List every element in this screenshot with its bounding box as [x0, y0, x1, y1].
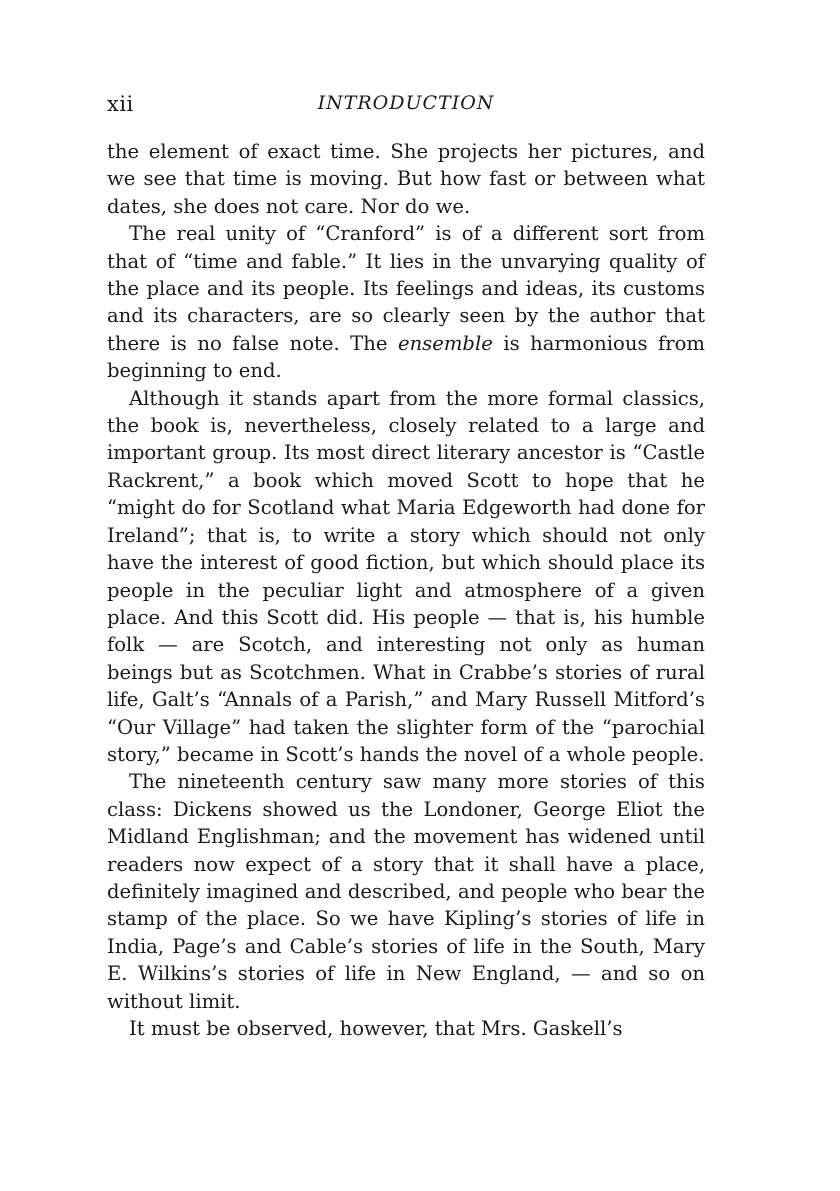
paragraph-final-line: It must be observed, however, that Mrs. Gaskell’s: [129, 1017, 623, 1040]
italic-term: ensemble: [397, 331, 493, 355]
book-page: [107, 92, 705, 1042]
paragraph-text: The real unity of “Cranford” is of a different sort from that of “time and fable.” It lies in the unvarying quality of the place and its people. Its feelings and ideas, its customs and its characters, are so clearly seen by the author that there is no false note. The: [107, 222, 705, 355]
running-head: [107, 92, 705, 122]
paragraph-unity-of-cranford: [107, 220, 705, 384]
paragraph-nineteenth-century: The nineteenth century saw many more stories of this class: Dickens showed us the Londoner, George Eliot the Midland Englishman; and the movement has widened until readers now expect of a story that it shall have a place, definitely imagined and described, and people who bear the stamp of the place. So we have Kipling’s stories of life in India, Page’s and Cable’s stories of life in the South, Mary E. Wilkins’s stories of life in New England, — and so on without limit.: [107, 770, 705, 1013]
paragraph-literary-ancestor: Although it stands apart from the more formal classics, the book is, nevertheless, closely related to a large and important group. Its most direct literary ancestor is “Castle Rackrent,” a book which moved Scott to hope that he “might do for Scotland what Maria Edgeworth had done for Ireland”; that is, to write a story which should not only have the interest of good fiction, but which should place its people in the peculiar light and atmosphere of a given place. And this Scott did. His people — that is, his humble folk — are Scotch, and interesting not only as human beings but as Scotchmen. What in Crabbe’s stories of rural life, Galt’s “Annals of a Parish,” and Mary Russell Mitford’s “Our Village” had taken the slighter form of the “parochial story,” became in Scott’s hands the novel of a whole people.: [107, 386, 705, 766]
running-title: INTRODUCTION: [317, 92, 495, 114]
page-number: xii: [107, 92, 134, 116]
body-text: [107, 138, 705, 1042]
paragraph-text: is harmonious from beginning to end.: [107, 331, 706, 383]
paragraph-continuation: the element of exact time. She projects her pictures, and we see that time is moving. But how fast or between what dates, she does not care. Nor do we.: [107, 140, 705, 218]
